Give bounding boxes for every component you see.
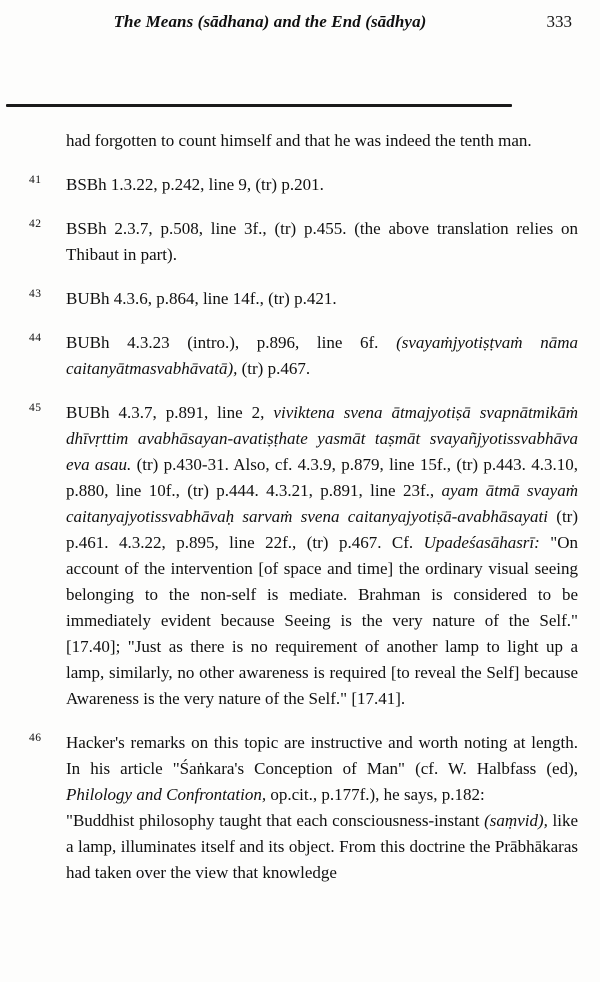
text-segment: like a lamp, illuminates itself and its object. From this doctrine the Prābhākaras had taken over the view that knowledge (66, 811, 578, 882)
italic-text-segment: Upadeśasāhasrī: (423, 533, 540, 552)
italic-text-segment: Philology and Confrontation, (66, 785, 267, 804)
note-43 (29, 286, 578, 312)
text-segment: BSBh 2.3.7, p.508, line 3f., (tr) p.455. (the above translation relies on Thibaut in part). (66, 219, 578, 264)
text-segment: BUBh 4.3.7, p.891, line 2, (66, 403, 274, 422)
text-segment: "On account of the intervention [of space and time] the ordinary visual seeing belonging to the non-self is mediate. Brahman is considered to be immediately evident because Seeing is the very nature of the Self." [17.40]; "Just as there is no requirement of another lamp to light up a lamp, similarly, no other awareness is required [to reveal the Self] because Awareness is the very nature of the Self." [17.41]. (66, 533, 579, 708)
notes-list (0, 128, 600, 886)
note-text (66, 172, 578, 198)
note-number: 42 (29, 218, 42, 230)
text-segment: Hacker's remarks on this topic are instructive and worth noting at length. In his article "Śaṅkara's Conception of Man" (cf. W. Halbfass (ed), (66, 733, 578, 778)
note-text (66, 400, 578, 712)
running-title: The Means (sādhana) and the End (sādhya) (113, 12, 427, 31)
note-41 (29, 172, 578, 198)
text-segment: BSBh 1.3.22, p.242, line 9, (tr) p.201. (66, 175, 324, 194)
divider-rule (6, 104, 512, 107)
note-text (66, 330, 578, 382)
note-46 (29, 730, 578, 886)
note-text (66, 730, 578, 886)
text-segment: BUBh 4.3.6, p.864, line 14f., (tr) p.421. (66, 289, 337, 308)
italic-text-segment: (saṃvid), (484, 811, 548, 830)
note-number: 43 (29, 288, 42, 300)
italic-text-segment: ayam ātmā svayaṁ caitanyajyotissvabhāvaḥ sarvaṁ svena caitanyajyotiṣā-avabhāsayati (66, 481, 579, 526)
note-number: 41 (29, 174, 42, 186)
note-text (66, 286, 578, 312)
text-segment: (tr) p.461. 4.3.22, p.895, line 22f., (tr) p.467. Cf. (66, 507, 578, 552)
note-44 (29, 330, 578, 382)
text-segment: "Buddhist philosophy taught that each consciousness-instant (66, 811, 485, 830)
text-segment: (tr) p.467. (237, 359, 311, 378)
note-45 (29, 400, 579, 712)
paragraph-continuation (66, 128, 578, 154)
note-number: 46 (29, 732, 42, 744)
note-42 (29, 216, 578, 268)
text-segment: op.cit., p.177f.), he says, p.182: (266, 785, 485, 804)
text-segment: had forgotten to count himself and that he was indeed the tenth man. (66, 131, 532, 150)
text-segment: (tr) p.430-31. Also, cf. 4.3.9, p.879, line 15f., (tr) p.443. 4.3.10, p.880, line 10f., (tr) p.444. 4.3.21, p.891, line 23f., (66, 455, 578, 500)
note-text (66, 216, 578, 268)
note-number: 44 (29, 332, 42, 344)
text-segment: BUBh 4.3.23 (intro.), p.896, line 6f. (66, 333, 397, 352)
italic-text-segment: (svayaṁjyotiṣṭvaṁ nāma caitanyātmasvabhāvatā), (66, 333, 578, 378)
page-number: 333 (546, 12, 572, 31)
page-header (0, 0, 600, 38)
note-number: 45 (29, 402, 42, 414)
italic-text-segment: viviktena svena ātmajyotiṣā svapnātmikāṁ dhīvṛttim avabhāsayan-avatiṣṭhate yasmāt taṣmāt svayañjyotissvabhāva eva asau. (66, 403, 578, 474)
note-text (66, 128, 578, 154)
